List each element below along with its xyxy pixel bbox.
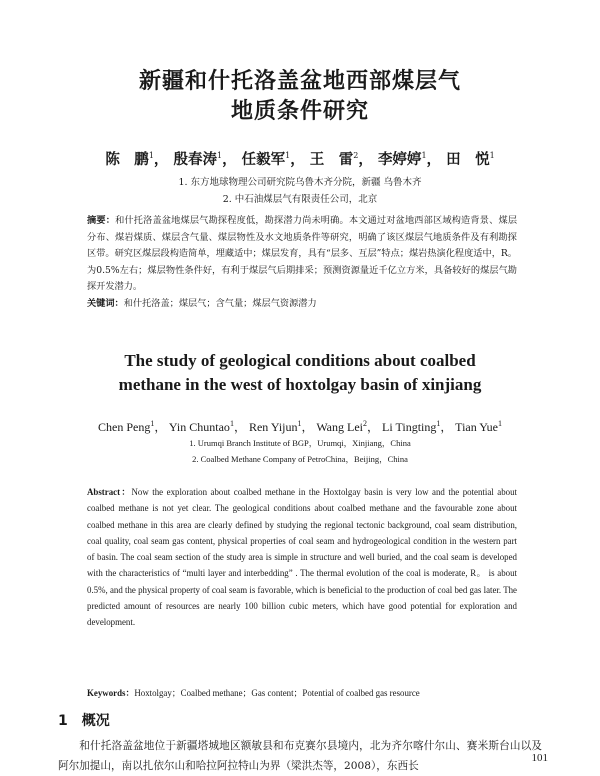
body-paragraph: 和什托洛盖盆地位于新疆塔城地区额敏县和布克赛尔县境内，北为齐尔喀什尔山、赛米斯台山以及阿尔加提山，南以扎依尔山和哈拉阿拉特山为界（梁洪杰等，2008），东西长 (58, 740, 542, 772)
section-heading (58, 712, 110, 730)
chinese-keywords (87, 297, 517, 311)
chinese-affiliation-1: 1. 东方地球物理公司研究院乌鲁木齐分院，新疆 乌鲁木齐 (178, 177, 422, 188)
author: 李婷婷 (377, 150, 422, 168)
author: Yin Chuntao (168, 420, 230, 434)
chinese-title-line-2: 地质条件研究 (230, 99, 369, 124)
chinese-author-list: 陈 鹏$^1$， 殷春涛$^1$， 任毅军$^1$， 王 雷$^2$， 李婷婷$^1$， 田 悦$^1$ (105, 150, 495, 168)
english-affiliation-2: 2. Coalbed Methane Company of PetroChina，Beijing，China (192, 454, 408, 464)
author: 陈 鹏 (105, 150, 149, 168)
page-number: 101 (531, 752, 548, 764)
author: 王 雷 (309, 150, 354, 168)
author: Tian Yue (455, 420, 498, 434)
english-abstract-label: Abstract： (87, 487, 132, 497)
english-title-line-1: The study of geological conditions about coalbed (124, 351, 476, 370)
author: Li Tingting (382, 420, 437, 434)
chinese-abstract-text: 和什托洛盖盆地煤层气勘探程度低，勘探潜力尚未明确。本文通过对盆地西部区域构造背景、煤层分布、煤岩煤质、煤层含气量、煤层物性及水文地质条件等研究，明确了该区煤层气地质条件及有利勘探区带。研究区煤层段构造简单，埋藏适中；煤层发育，具有“层多、互层”特点；煤岩热演化程度适中，R。为0.5%左右；煤层物性条件好，有利于煤层气后期排采；预测资源量近千亿立方米，具备较好的煤层气勘探开发潜力。 (87, 215, 518, 293)
chinese-title-line-1: 新疆和什托洛盖盆地西部煤层气 (138, 69, 461, 94)
chinese-abstract (87, 213, 517, 296)
english-abstract (87, 484, 517, 631)
author: Wang Lei (316, 420, 363, 434)
english-keywords-label: Keywords： (87, 688, 135, 698)
chinese-affiliation-2: 2. 中石油煤层气有限责任公司，北京 (222, 194, 378, 205)
english-abstract-text: Now the exploration about coalbed methane in the Hoxtolgay basin is very low and the potential about coalbed methane is not yet clear. The geological conditions about coalbed methane and the favourable zone about coalbed methane in this area are clearly defined by studying the regional tectonic background, coal seam distribution, coal quality, coal seam gas content, physical properties of coal seam and hydrogeological condition in the western part of basin. The coal seam section of the study area is simple in structure and well buried, and the coal seam is developed with the characteristics of “multi layer and interbedding” . The thermal evolution of the coal is moderate, R。 is about 0.5%, and the physical property of coal seam is favorable, which is beneficial to the production of coal bed gas later. The predicted amount of resources are nearly 100 billion cubic meters, which have good potential for exploration and development. (87, 487, 517, 628)
chinese-abstract-label: 摘要： (87, 215, 116, 226)
chinese-keywords-text: 和什托洛盖；煤层气；含气量；煤层气资源潜力 (123, 298, 317, 309)
section-title: 概况 (81, 713, 110, 729)
english-keywords (87, 686, 517, 700)
english-author-list: Chen Peng$^1$， Yin Chuntao$^1$， Ren Yijun$^1$， Wang Lei$^2$， Li Tingting$^1$， Tian Yue$^1$ (98, 419, 502, 434)
author: 田 悦 (446, 150, 490, 168)
author: Ren Yijun (248, 420, 298, 434)
english-affiliation-1: 1. Urumqi Branch Institute of BGP，Urumqi，Xinjiang，China (189, 438, 411, 448)
author: 殷春涛 (173, 150, 217, 168)
section-number: 1 (58, 713, 68, 729)
english-title-line-2: methane in the west of hoxtolgay basin of xinjiang (118, 375, 482, 394)
english-keywords-text: Hoxtolgay；Coalbed methane；Gas content；Potential of coalbed gas resource (134, 688, 420, 698)
chinese-keywords-label: 关键词： (87, 298, 124, 309)
author: Chen Peng (98, 420, 151, 434)
author: 任毅军 (241, 150, 286, 168)
